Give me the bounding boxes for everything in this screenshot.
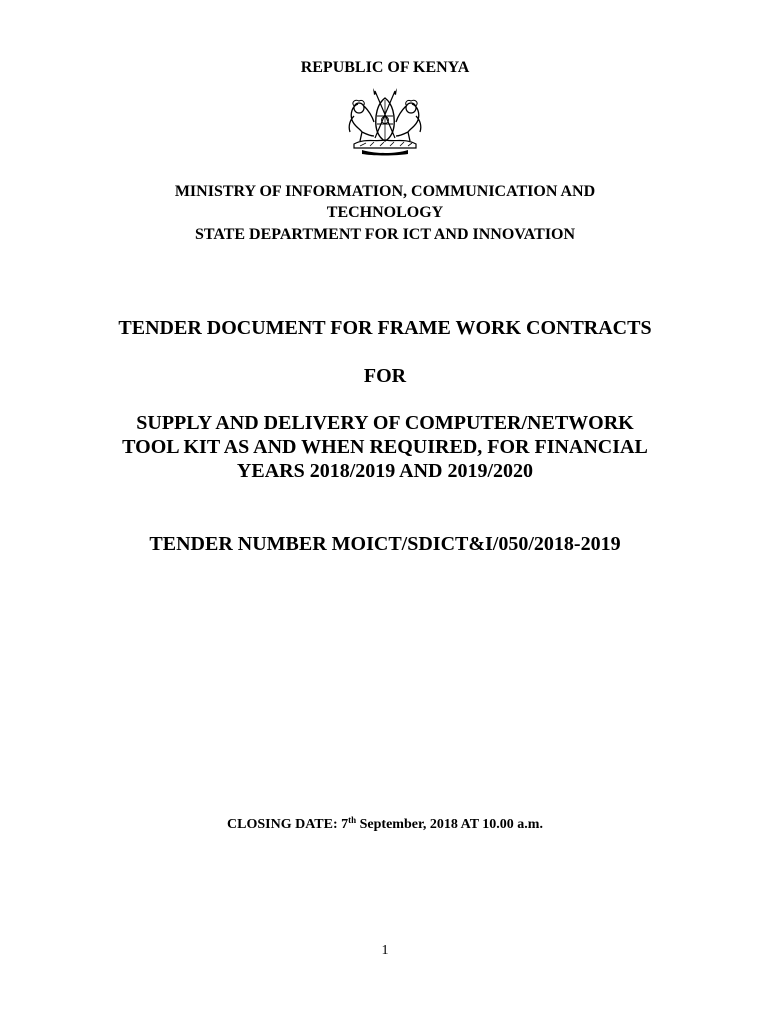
closing-date-ordinal: th xyxy=(348,815,357,825)
tender-for-line: FOR xyxy=(363,365,407,387)
country-heading: REPUBLIC OF KENYA xyxy=(300,59,470,76)
kenya-coat-of-arms-icon xyxy=(340,86,430,156)
tender-number: TENDER NUMBER MOICT/SDICT&I/050/2018-2019 xyxy=(149,533,621,555)
closing-date xyxy=(0,816,770,834)
tender-subject-line-2: TOOL KIT AS AND WHEN REQUIRED, FOR FINANCIAL xyxy=(122,436,648,458)
state-department-line: STATE DEPARTMENT FOR ICT AND INNOVATION xyxy=(194,226,576,243)
closing-date-prefix: CLOSING DATE: 7 xyxy=(227,817,349,832)
tender-document-title: TENDER DOCUMENT FOR FRAME WORK CONTRACTS xyxy=(118,317,652,339)
closing-date-rest: September, 2018 AT 10.00 a.m. xyxy=(356,817,543,832)
ministry-line-2: TECHNOLOGY xyxy=(326,204,444,221)
ministry-line-1: MINISTRY OF INFORMATION, COMMUNICATION AND xyxy=(174,183,596,200)
page-number: 1 xyxy=(381,943,389,958)
tender-subject-line-3: YEARS 2018/2019 AND 2019/2020 xyxy=(236,460,534,482)
tender-subject-line-1: SUPPLY AND DELIVERY OF COMPUTER/NETWORK xyxy=(136,412,634,434)
